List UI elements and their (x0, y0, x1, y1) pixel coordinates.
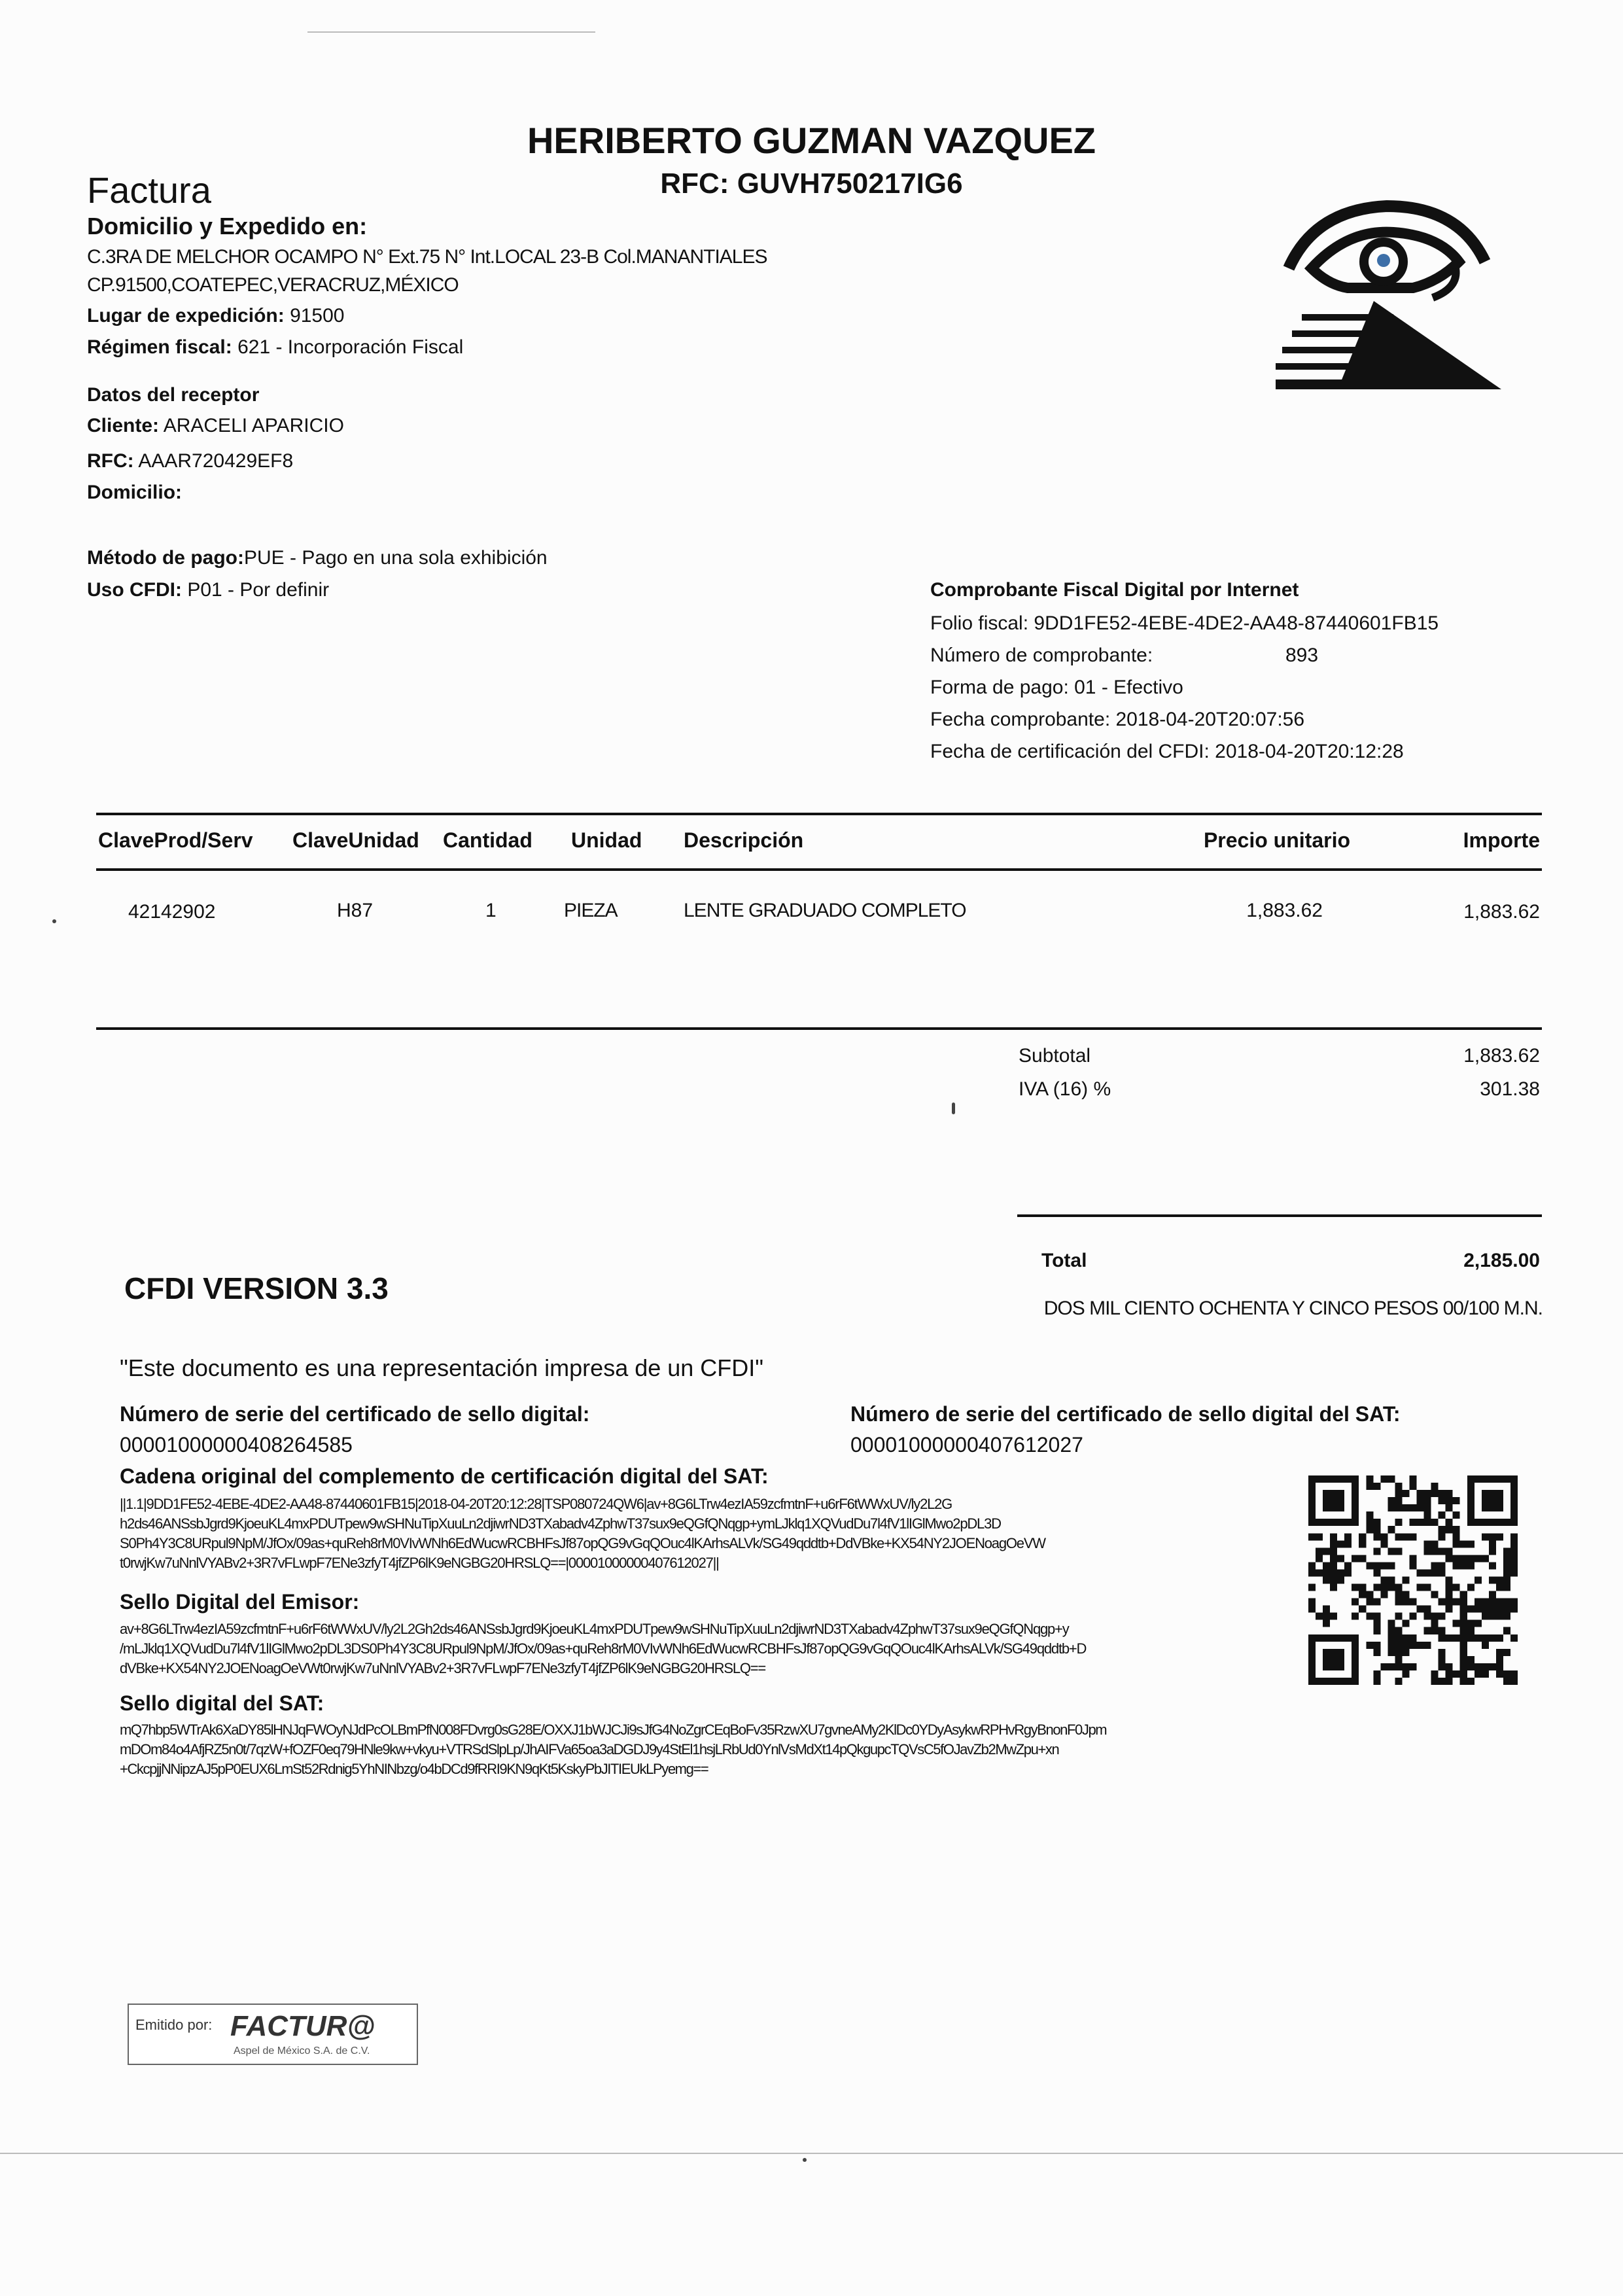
cliente-label: Cliente: (87, 415, 160, 436)
cell-claveunidad: H87 (337, 900, 374, 921)
scan-speck (952, 1103, 955, 1114)
forma-pago: Forma de pago: 01 - Efectivo (930, 677, 1183, 698)
domicilio-heading: Domicilio y Expedido en: (87, 213, 368, 239)
cadena-line: h2ds46ANSsbJgrd9KjoeuKL4mxPDUTpew9wSHNuTipXuuLn2djiwrND3TXabadv4ZphwT37sux9eQGfQNqgp+ymLJklq1XQVudDu7l4fV1lIGlMwo2pDL3D (120, 1515, 1001, 1532)
fecha-comprobante: Fecha comprobante: 2018-04-20T20:07:56 (930, 709, 1305, 730)
cert-sat-label: Número de serie del certificado de sello digital del SAT: (850, 1402, 1401, 1426)
sello-sat-heading: Sello digital del SAT: (120, 1691, 324, 1715)
receptor-rfc-value: AAAR720429EF8 (138, 450, 294, 472)
lugar-value: 91500 (290, 305, 345, 327)
receptor-heading: Datos del receptor (87, 384, 260, 406)
col-header-cantidad: Cantidad (443, 828, 532, 852)
col-header-precio: Precio unitario (1203, 828, 1350, 852)
representacion-impresa: "Este documento es una representación impresa de un CFDI" (120, 1354, 764, 1381)
aspel-text: Aspel de México S.A. de C.V. (234, 2045, 370, 2057)
scan-speck (803, 2158, 807, 2162)
table-header-rule (96, 868, 1542, 871)
regimen-fiscal (87, 336, 463, 359)
sello-emisor-heading: Sello Digital del Emisor: (120, 1590, 360, 1614)
col-header-unidad: Unidad (571, 828, 642, 852)
regimen-label: Régimen fiscal: (87, 336, 232, 358)
table-bottom-rule (96, 1027, 1542, 1030)
col-header-importe: Importe (1463, 828, 1540, 852)
cert-emisor-label: Número de serie del certificado de sello digital: (120, 1402, 590, 1426)
total-label: Total (1041, 1250, 1087, 1271)
cliente (87, 415, 344, 437)
uso-label: Uso CFDI: (87, 579, 182, 601)
domicilio-line-1: C.3RA DE MELCHOR OCAMPO N° Ext.75 N° Int.LOCAL 23-B Col.MANANTIALES (87, 246, 767, 268)
cert-emisor-value: 00001000000408264585 (120, 1433, 353, 1457)
regimen-value: 621 - Incorporación Fiscal (237, 336, 464, 358)
iva-value: 301.38 (1480, 1078, 1540, 1100)
sello-sat-line: mQ7hbp5WTrAk6XaDY85lHNJqFWOyNJdPcOLBmPfN008FDvrg0sG28E/OXXJ1bWJCJi9sJfG4NoZgrCEqBoFv35RzwXU7gvneAMy2KlDc0YDyAsykwRPHvRgyBnonF0Jpm (120, 1722, 1107, 1738)
sello-emisor-line: dVBke+KX54NY2JOENoagOeVWt0rwjKw7uNnlVYABv2+3R7vFLwpF7ENe3zfyT4jfZP6lK9eNGBG20HRSLQ== (120, 1660, 766, 1676)
scan-artifact (307, 31, 595, 33)
subtotal-label: Subtotal (1019, 1045, 1091, 1067)
issuer-name: HERIBERTO GUZMAN VAZQUEZ (527, 120, 1096, 161)
qr-modules (1308, 1475, 1518, 1685)
uso-value: P01 - Por definir (187, 579, 330, 601)
cell-importe: 1,883.62 (1463, 901, 1540, 923)
cell-precio: 1,883.62 (1246, 900, 1323, 921)
cadena-line: S0Ph4Y3C8URpul9NpM/JfOx/09as+quReh8rM0VIvWNh6EdWucwRCBHFsJf87opQG9vGqQOuc4lKArhsALVk/SG49qddtb+DdVBke+KX54NY2JOENoagOeVW (120, 1535, 1045, 1551)
table-top-rule (96, 813, 1542, 815)
cadena-heading: Cadena original del complemento de certificación digital del SAT: (120, 1464, 769, 1488)
folio-fiscal: Folio fiscal: 9DD1FE52-4EBE-4DE2-AA48-87440601FB15 (930, 612, 1439, 634)
cert-sat-value: 00001000000407612027 (850, 1433, 1083, 1457)
cell-unidad: PIEZA (564, 900, 618, 921)
total-in-words: DOS MIL CIENTO OCHENTA Y CINCO PESOS 00/100 M.N. (1043, 1298, 1543, 1319)
sello-emisor-line: av+8G6LTrw4ezIA59zcfmtnF+u6rF6tWWxUV/ly2L2Gh2ds46ANSsbJgrd9KjoeuKL4mxPDUTpew9wSHNuTipXuuLn2djiwrND3TXabadv4ZphwT37sux9eQGfQNqgp+y (120, 1621, 1069, 1637)
fecha-certificacion: Fecha de certificación del CFDI: 2018-04-20T20:12:28 (930, 741, 1404, 762)
cfdi-version: CFDI VERSION 3.3 (124, 1271, 389, 1305)
receptor-rfc (87, 450, 293, 472)
cell-cantidad: 1 (485, 900, 497, 921)
sello-emisor-line: /mLJklq1XQVudDu7l4fV1lIGlMwo2pDL3DS0Ph4Y3C8URpul9NpM/JfOx/09as+quReh8rM0VIvWNh6EdWucwRCBHFsJf87opQG9vGqQOuc4lKArhsALVk/SG49qddtb+D (120, 1640, 1087, 1657)
col-header-descripcion: Descripción (684, 828, 804, 852)
cliente-value: ARACELI APARICIO (163, 415, 344, 436)
lugar-expedicion (87, 305, 345, 327)
emitido-por-badge (128, 2004, 418, 2065)
col-header-claveunidad: ClaveUnidad (292, 828, 419, 852)
facture-logo: FACTUR@ (230, 2010, 375, 2042)
col-header-claveprod: ClaveProd/Serv (98, 828, 253, 852)
document-type: Factura (87, 169, 211, 211)
sello-sat-line: +CkcpjjNNipzAJ5pP0EUX6LmSt52Rdnig5YhNINbzg/o4bDCd9fRRI9KN9qKt5KskyPbJITIEUkLPyemg== (120, 1761, 708, 1777)
subtotal-value: 1,883.62 (1463, 1045, 1540, 1067)
uso-cfdi (87, 579, 329, 601)
total-rule (1017, 1214, 1542, 1217)
numero-comprobante-value: 893 (1285, 645, 1319, 666)
metodo-label: Método de pago: (87, 547, 244, 569)
lugar-label: Lugar de expedición: (87, 305, 285, 327)
domicilio-line-2: CP.91500,COATEPEC,VERACRUZ,MÉXICO (87, 274, 459, 296)
receptor-domicilio-label: Domicilio: (87, 482, 183, 503)
cfdi-heading: Comprobante Fiscal Digital por Internet (930, 579, 1299, 601)
total-value: 2,185.00 (1463, 1250, 1540, 1271)
cell-claveprod: 42142902 (128, 901, 216, 923)
scan-speck (52, 919, 56, 923)
numero-comprobante-label: Número de comprobante: (930, 645, 1153, 666)
metodo-value: PUE - Pago en una sola exhibición (243, 547, 548, 569)
metodo-pago (87, 547, 548, 569)
scan-edge-line (0, 2153, 1623, 2154)
cell-descripcion: LENTE GRADUADO COMPLETO (684, 900, 966, 921)
issuer-rfc: RFC: GUVH750217IG6 (660, 168, 963, 200)
cadena-line: t0rwjKw7uNnlVYABv2+3R7vFLwpF7ENe3zfyT4jfZP6lK9eNGBG20HRSLQ==|00001000000407612027|| (120, 1555, 719, 1571)
sello-sat-line: mDOm84o4AfjRZ5n0t/7qzW+fOZF0eq79HNle9kw+vkyu+VTRSdSlpLp/JhAIFVa65oa3aDGDJ9y4StEl1hsjLRbUd0YnlVsMdXt14pQkgupcTQVsC5fOJavZb2MwZpu+xn (120, 1741, 1059, 1757)
eye-pyramid-logo (1276, 190, 1505, 399)
iva-label: IVA (16) % (1019, 1078, 1111, 1100)
qr-code (1308, 1475, 1518, 1685)
receptor-rfc-label: RFC: (87, 450, 134, 472)
emitido-label: Emitido por: (135, 2017, 213, 2033)
cadena-line: ||1.1|9DD1FE52-4EBE-4DE2-AA48-87440601FB15|2018-04-20T20:12:28|TSP080724QW6|av+8G6LTrw4ezIA59zcfmtnF+u6rF6tWWxUV/ly2L2G (120, 1496, 952, 1512)
